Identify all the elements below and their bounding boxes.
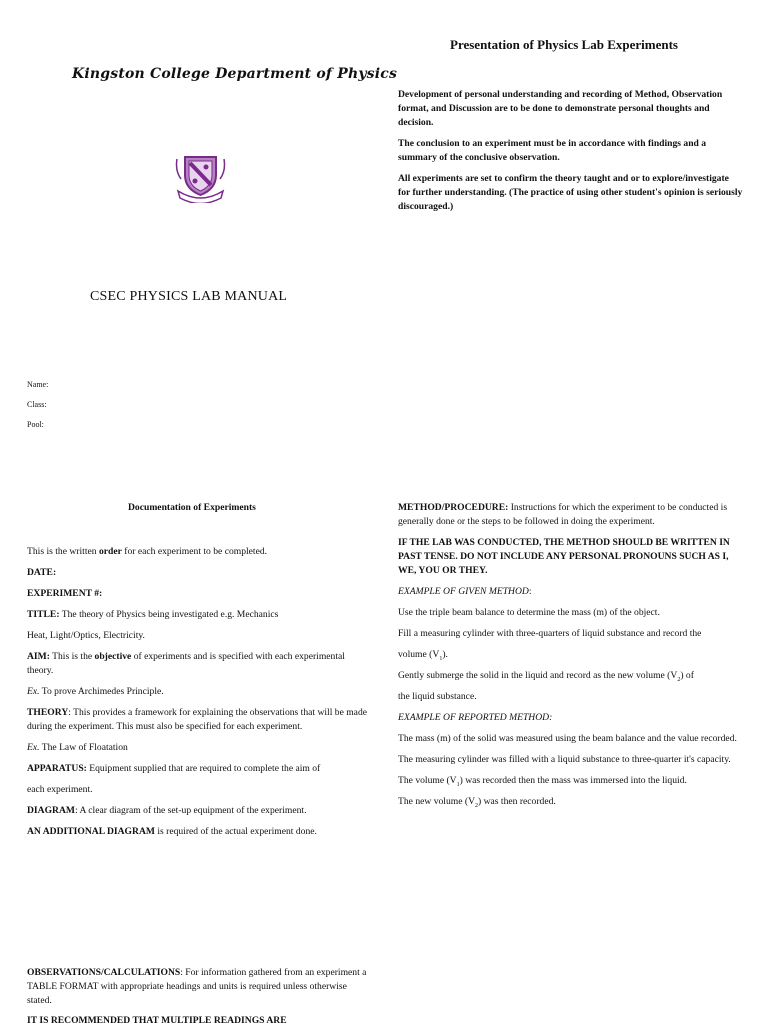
theory-example: Ex. The Law of Floatation <box>27 742 128 753</box>
method-section <box>398 501 743 816</box>
method-definition: METHOD/PROCEDURE: Instructions for which the experiment to be conducted is generally done or the steps to be followed in doing the experiment. <box>398 502 728 527</box>
intro-line: This is the written order for each experiment to be completed. <box>27 546 268 557</box>
class-field-label: Class: <box>27 400 47 409</box>
student-info-fields <box>27 375 48 435</box>
additional-diagram-line: AN ADDITIONAL DIAGRAM is required of the actual experiment done. <box>27 826 317 837</box>
given-step: Gently submerge the solid in the liquid and record as the new volume $(V_2)$ of <box>398 670 694 683</box>
given-method-heading: EXAMPLE OF GIVEN METHOD: <box>398 586 532 597</box>
given-step-cont: volume $(V_1)$. <box>398 649 448 662</box>
aim-example: Ex. To prove Archimedes Principle. <box>27 686 164 697</box>
title-line: TITLE: The theory of Physics being investigated e.g. Mechanics <box>27 609 279 620</box>
method-warning: IF THE LAB WAS CONDUCTED, THE METHOD SHOULD BE WRITTEN IN PAST TENSE. DO NOT INCLUDE ANY PERSONAL PRONOUNS SUCH AS I, WE, YOU OR THEY. <box>398 537 730 576</box>
aim-line: AIM: This is the objective of experiments and is specified with each experimental theory. <box>27 651 345 676</box>
reported-step: The mass (m) of the solid was measured using the beam balance and the value recorded. <box>398 733 737 744</box>
diagram-line: DIAGRAM: A clear diagram of the set-up equipment of the experiment. <box>27 805 307 816</box>
reported-method-heading: EXAMPLE OF REPORTED METHOD: <box>398 712 553 723</box>
manual-title: CSEC PHYSICS LAB MANUAL <box>90 289 288 304</box>
presentation-title: Presentation of Physics Lab Experiments <box>450 37 678 52</box>
apparatus-line: APPARATUS: Equipment supplied that are required to complete the aim of <box>27 763 321 774</box>
apparatus-line-cont: each experiment. <box>27 784 93 795</box>
recommendation-line: IT IS RECOMMENDED THAT MULTIPLE READINGS ARE <box>27 1015 287 1026</box>
name-field-label: Name: <box>27 380 49 389</box>
given-step: Fill a measuring cylinder with three-quarters of liquid substance and record the <box>398 628 702 639</box>
note-paragraph: The conclusion to an experiment must be in accordance with findings and a summary of the conclusive observation. <box>398 138 707 163</box>
reported-step: The volume $(V_1)$ was recorded then the mass was immersed into the liquid. <box>398 775 687 788</box>
note-paragraph: All experiments are set to confirm the theory taught and or to explore/investigate for further understanding. (The practice of using other student's opinion is seriously discouraged.) <box>398 173 743 212</box>
reported-step: The measuring cylinder was filled with a liquid substance to three-quarter it's capacity. <box>398 754 731 765</box>
documentation-heading: Documentation of Experiments <box>128 502 256 513</box>
presentation-notes <box>398 88 743 221</box>
given-step-cont: the liquid substance. <box>398 691 477 702</box>
experiment-label: EXPERIMENT #: <box>27 588 103 599</box>
theory-line: THEORY: This provides a framework for explaining the observations that will be made during the experiment. This must also be specified for each experiment. <box>27 707 368 732</box>
department-title: Kingston College Department of Physics <box>72 66 398 82</box>
title-line-cont: Heat, Light/Optics, Electricity. <box>27 630 145 641</box>
note-paragraph: Development of personal understanding and recording of Method, Observation format, and Discussion are to be done to demonstrate personal thoughts and decision. <box>398 89 723 128</box>
documentation-body <box>27 545 372 846</box>
school-crest-icon <box>175 151 226 203</box>
given-step: Use the triple beam balance to determine the mass (m) of the object. <box>398 607 660 618</box>
reported-step: The new volume $(V_2)$ was then recorded. <box>398 796 556 809</box>
observations-line: OBSERVATIONS/CALCULATIONS: For information gathered from an experiment a TABLE FORMAT with appropriate headings and units is required unless otherwise stated. <box>27 967 367 1006</box>
pool-field-label: Pool: <box>27 420 44 429</box>
date-label: DATE: <box>27 567 57 578</box>
